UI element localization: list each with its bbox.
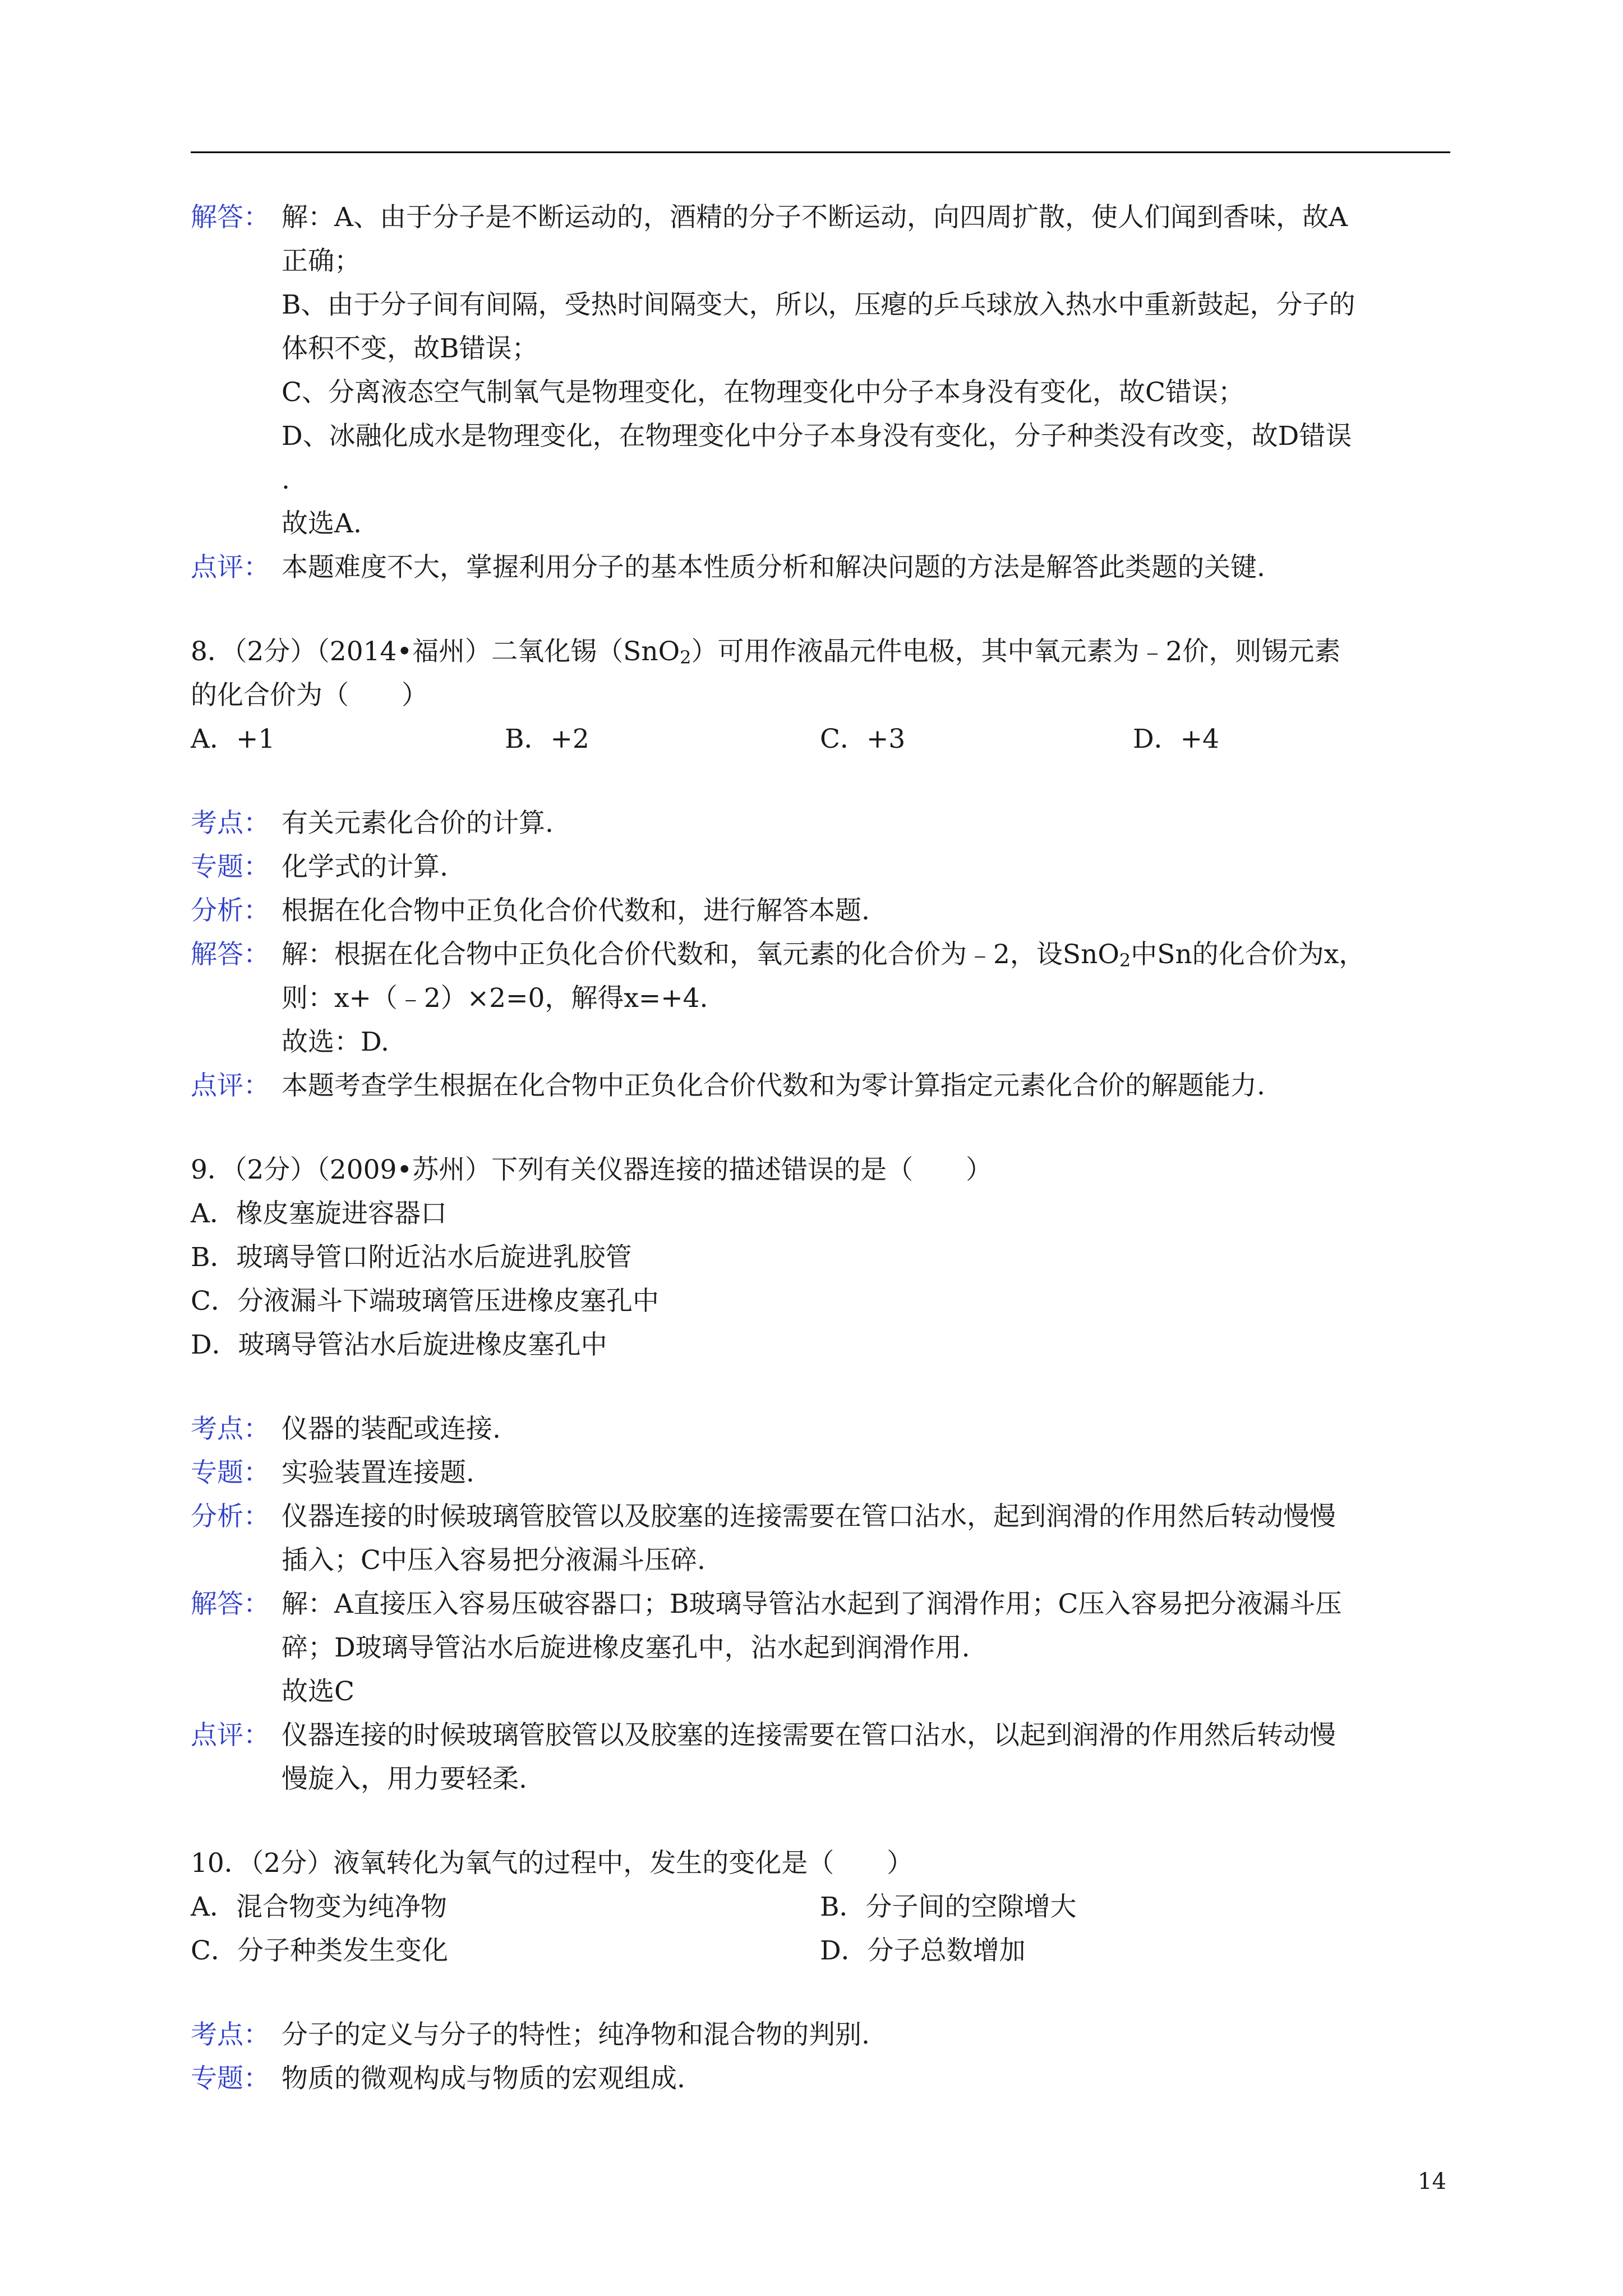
answer-line: D、冰融化成水是物理变化，在物理变化中分子本身没有变化，分子种类没有改变，故D错误 xyxy=(282,421,1352,452)
topic-text: 物质的微观构成与物质的宏观组成. xyxy=(282,2063,685,2094)
answer-line: . xyxy=(282,464,290,495)
point-label: 考点： xyxy=(191,2019,270,2050)
option-c: C．分子种类发生变化 xyxy=(191,1935,448,1966)
answer-line: C、分离液态空气制氧气是物理变化，在物理变化中分子本身没有变化，故C错误； xyxy=(282,377,1244,408)
answer-line: 则：x+（﹣2）×2=0，解得x=+4. xyxy=(282,983,708,1014)
topic-label: 专题： xyxy=(191,1457,270,1488)
answer-label: 解答： xyxy=(191,939,270,970)
answer-line: 解：根据在化合物中正负化合价代数和，氧元素的化合价为﹣2，设SnO$_2$中Sn的化合价为x， xyxy=(282,939,1366,971)
analysis-label: 分析： xyxy=(191,895,270,926)
question-10-stem: 10．（2分）液氧转化为氧气的过程中，发生的变化是（ ） xyxy=(191,1848,914,1879)
option-d: D．玻璃导管沾水后旋进橡皮塞孔中 xyxy=(191,1329,607,1360)
answer-line: 解：A、由于分子是不断运动的，酒精的分子不断运动，向四周扩散，使人们闻到香味，故A xyxy=(282,202,1348,233)
comment-text: 慢旋入，用力要轻柔. xyxy=(282,1764,527,1795)
option-a: A．橡皮塞旋进容器口 xyxy=(191,1198,447,1229)
answer-line: 故选C xyxy=(282,1676,354,1707)
point-label: 考点： xyxy=(191,1414,270,1444)
comment-text: 仪器连接的时候玻璃管胶管以及胶塞的连接需要在管口沾水，以起到润滑的作用然后转动慢 xyxy=(282,1720,1336,1751)
point-label: 考点： xyxy=(191,808,270,839)
option-b: B．分子间的空隙增大 xyxy=(820,1892,1077,1922)
option-a: A．混合物变为纯净物 xyxy=(191,1892,447,1922)
option-d: D．分子总数增加 xyxy=(820,1935,1026,1966)
point-text: 有关元素化合价的计算. xyxy=(282,808,554,839)
comment-text: 本题难度不大，掌握利用分子的基本性质分析和解决问题的方法是解答此类题的关键. xyxy=(282,552,1265,583)
question-8-stem: 8．（2分）（2014•福州）二氧化锡（SnO$_2$）可用作液晶元件电极，其中氧元素为﹣2价，则锡元素 xyxy=(191,636,1341,668)
answer-line: 体积不变，故B错误； xyxy=(282,333,538,364)
question-9-stem: 9．（2分）（2009•苏州）下列有关仪器连接的描述错误的是（ ） xyxy=(191,1154,993,1185)
option-b: B．+2 xyxy=(505,724,589,754)
topic-text: 实验装置连接题. xyxy=(282,1457,474,1488)
topic-label: 专题： xyxy=(191,852,270,882)
answer-line: 正确； xyxy=(282,246,361,277)
answer-label: 解答： xyxy=(191,1589,270,1619)
analysis-text: 插入；C中压入容易把分液漏斗压碎. xyxy=(282,1545,706,1576)
option-d: D．+4 xyxy=(1133,724,1219,754)
answer-line: B、由于分子间有间隔，受热时间隔变大，所以，压瘪的乒乓球放入热水中重新鼓起，分子的 xyxy=(282,289,1355,320)
analysis-text: 仪器连接的时候玻璃管胶管以及胶塞的连接需要在管口沾水，起到润滑的作用然后转动慢慢 xyxy=(282,1501,1336,1532)
answer-line: 解：A直接压入容易压破容器口；B玻璃导管沾水起到了润滑作用；C压入容易把分液漏斗压 xyxy=(282,1589,1342,1619)
option-c: C．+3 xyxy=(820,724,906,754)
page-number: 14 xyxy=(1418,2169,1446,2194)
comment-text: 本题考查学生根据在化合物中正负化合价代数和为零计算指定元素化合价的解题能力. xyxy=(282,1070,1265,1101)
analysis-text: 根据在化合物中正负化合价代数和，进行解答本题. xyxy=(282,895,870,926)
option-b: B．玻璃导管口附近沾水后旋进乳胶管 xyxy=(191,1242,632,1273)
topic-text: 化学式的计算. xyxy=(282,852,448,882)
topic-label: 专题： xyxy=(191,2063,270,2094)
answer-line: 故选：D. xyxy=(282,1027,389,1057)
question-8-stem-cont: 的化合价为（ ） xyxy=(191,680,428,711)
answer-line: 碎；D玻璃导管沾水后旋进橡皮塞孔中，沾水起到润滑作用. xyxy=(282,1632,970,1663)
option-a: A．+1 xyxy=(191,724,275,754)
header-rule xyxy=(191,151,1450,153)
option-c: C．分液漏斗下端玻璃管压进橡皮塞孔中 xyxy=(191,1286,659,1317)
answer-line: 故选A. xyxy=(282,508,362,539)
point-text: 仪器的装配或连接. xyxy=(282,1414,501,1444)
comment-label: 点评： xyxy=(191,1720,270,1751)
comment-label: 点评： xyxy=(191,552,270,583)
answer-label: 解答： xyxy=(191,202,270,233)
point-text: 分子的定义与分子的特性；纯净物和混合物的判别. xyxy=(282,2019,870,2050)
comment-label: 点评： xyxy=(191,1070,270,1101)
analysis-label: 分析： xyxy=(191,1501,270,1532)
